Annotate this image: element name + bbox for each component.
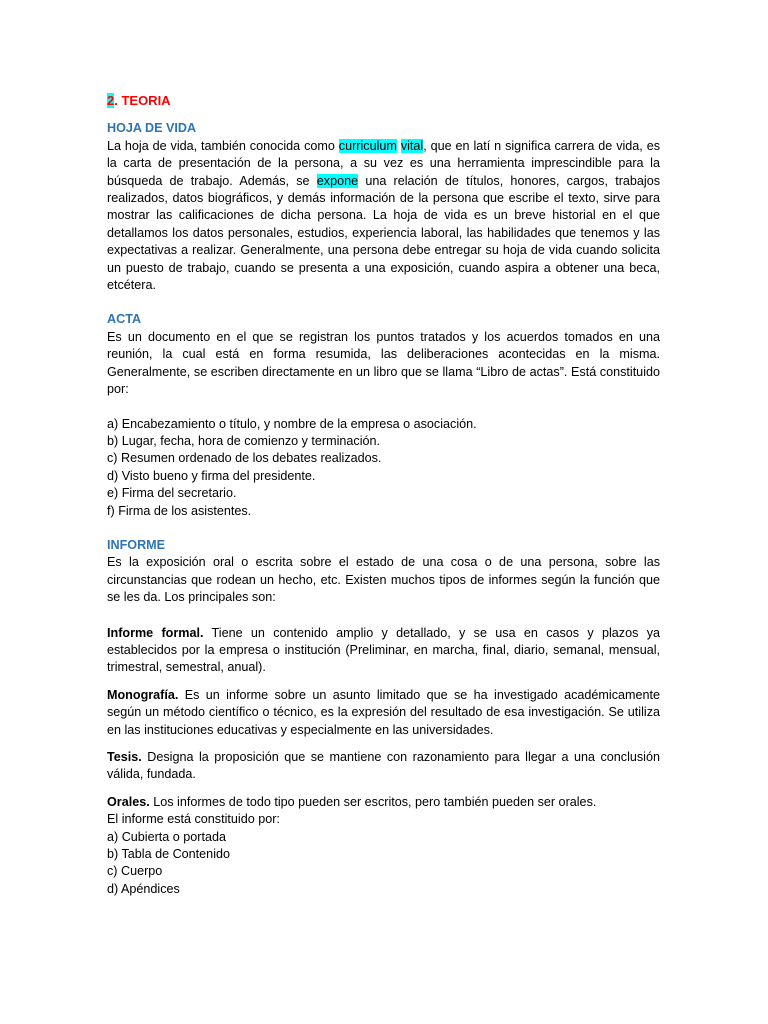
paragraph-acta: Es un documento en el que se registran los puntos tratados y los acuerdos tomados en una reunión, la cual está en forma resumida, las deliberaciones acontecidas en la misma. Generalmente, se escriben directamente en un libro que se llama “Libro de actas”. Está constituido por:: [107, 329, 660, 397]
list-item: c) Resumen ordenado de los debates realizados.: [107, 451, 382, 466]
text-informe-formal: Tiene un contenido amplio y detallado, y se usa en casos y plazos ya establecidos por la empresa o institución (Preliminar, en marcha, final, diario, semanal, mensual, trimestral, semestral, anual).: [107, 625, 661, 675]
paragraph-informe-formal: [107, 625, 660, 677]
list-item: b) Tabla de Contenido: [107, 847, 230, 862]
heading-hoja-de-vida: HOJA DE VIDA: [107, 121, 197, 136]
hoja-text-3: una relación de títulos, honores, cargos, trabajos realizados, datos biográficos, y demás información de la persona que escribe el texto, sirve para mostrar las calificaciones de dicha persona. La hoja de vida es un breve historial en el que detallamos los datos personales, estudios, experiencia laboral, las habilidades que tenemos y las expectativas a realizar. Generalmente, una persona debe entregar su hoja de vida cuando solicita un puesto de trabajo, cuando se presenta a una exposición, cuando aspira a obtener una beca, etcétera.: [107, 173, 660, 293]
list-item: d) Apéndices: [107, 881, 180, 896]
term-informe-formal: Informe formal.: [107, 625, 204, 640]
highlight-curriculum: curriculum: [338, 138, 397, 153]
paragraph-monografia: [107, 687, 660, 739]
paragraph-orales: [107, 794, 660, 811]
list-item: b) Lugar, fecha, hora de comienzo y terminación.: [107, 433, 381, 448]
title-number: 2: [107, 93, 115, 108]
acta-list: [107, 416, 660, 520]
term-monografia: Monografía.: [107, 687, 179, 702]
list-item: c) Cuerpo: [107, 864, 163, 879]
heading-informe: INFORME: [107, 537, 166, 552]
paragraph-tesis: [107, 749, 660, 784]
hoja-text-1: La hoja de vida, también conocida como: [107, 138, 339, 153]
list-item: d) Visto bueno y firma del presidente.: [107, 468, 316, 483]
highlight-expone: expone: [316, 173, 359, 188]
text-monografia: Es un informe sobre un asunto limitado que se ha investigado académicamente según un método científico o técnico, es la expresión del resultado de esa investigación. Se utiliza en las instituciones educativas y especialmente en las universidades.: [107, 687, 660, 737]
informe-list: [107, 829, 660, 899]
paragraph-informe: Es la exposición oral o escrita sobre el estado de una cosa o de una persona, sobre las circunstancias que rodean un hecho, etc. Existen muchos tipos de informes según la función que se les da. Los principales son:: [107, 555, 660, 605]
highlight-vital: vital: [400, 138, 424, 153]
hoja-text-2: , que en latí n significa carrera de vida, es la carta de presentación de la persona, a su vez es una herramienta imprescindible para la búsqueda de trabajo. Además, se: [107, 138, 661, 188]
list-item: f) Firma de los asistentes.: [107, 503, 252, 518]
text-orales: Los informes de todo tipo pueden ser escritos, pero también pueden ser orales.: [149, 794, 597, 809]
title-text: . TEORIA: [114, 93, 171, 108]
paragraph-constituido: El informe está constituido por:: [107, 812, 280, 827]
page-title: [107, 92, 660, 109]
list-item: a) Encabezamiento o título, y nombre de la empresa o asociación.: [107, 416, 477, 431]
term-orales: Orales.: [107, 794, 150, 809]
list-item: a) Cubierta o portada: [107, 829, 227, 844]
list-item: e) Firma del secretario.: [107, 486, 237, 501]
term-tesis: Tesis.: [107, 750, 142, 764]
text-tesis: Designa la proposición que se mantiene con razonamiento para llegar a una conclusión válida, fundada.: [107, 750, 660, 782]
heading-acta: ACTA: [107, 312, 142, 327]
paragraph-hoja-de-vida: [107, 138, 660, 295]
